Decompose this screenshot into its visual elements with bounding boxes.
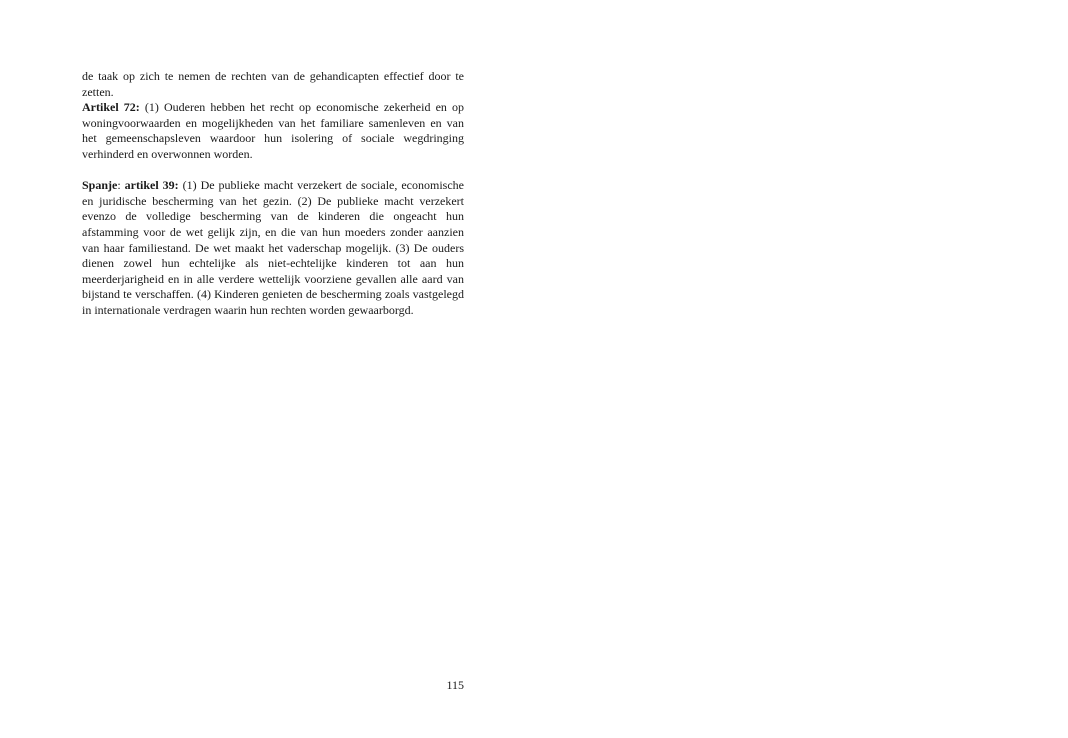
article-72-label: Artikel 72: — [82, 100, 140, 115]
article-72-paragraph — [82, 100, 464, 162]
spain-separator: : — [117, 178, 125, 193]
article-72-text: (1) Ouderen hebben het recht op economische zekerheid en op woningvoorwaarden en mogelijkheden van het familiare samenleven en van het gemeenschapsleven waardoor hun isolering of sociale wegdringing verhinderd en overwonnen worden. — [82, 100, 464, 161]
paragraph-gap — [82, 163, 464, 179]
spain-article-text: (1) De publieke macht verzekert de sociale, economische en juridische bescherming van het gezin. (2) De publieke macht verzekert evenzo de volledige bescherming van de kinderen die ongeacht hun afstamming voor de wet gelijk zijn, en die van hun moeders zonder aanzien van haar familiestand. De wet maakt het vaderschap mogelijk. (3) De ouders dienen zowel hun echtelijke als niet-echtelijke kinderen tot aan hun meerderjarigheid en in alle verdere wettelijk voorziene gevallen alle aard van bijstand te verschaffen. (4) Kinderen genieten de bescherming zoals vastgelegd in internationale verdragen waarin hun rechten worden gewaarborgd. — [82, 178, 464, 317]
text-column — [82, 69, 464, 319]
spain-article-label: artikel 39: — [124, 178, 179, 193]
continuation-paragraph: de taak op zich te nemen de rechten van de gehandicapten effectief door te zetten. — [82, 69, 464, 99]
spain-article-39-paragraph — [82, 178, 464, 318]
spain-country-label: Spanje — [82, 178, 118, 193]
page-number: 115 — [446, 678, 464, 692]
